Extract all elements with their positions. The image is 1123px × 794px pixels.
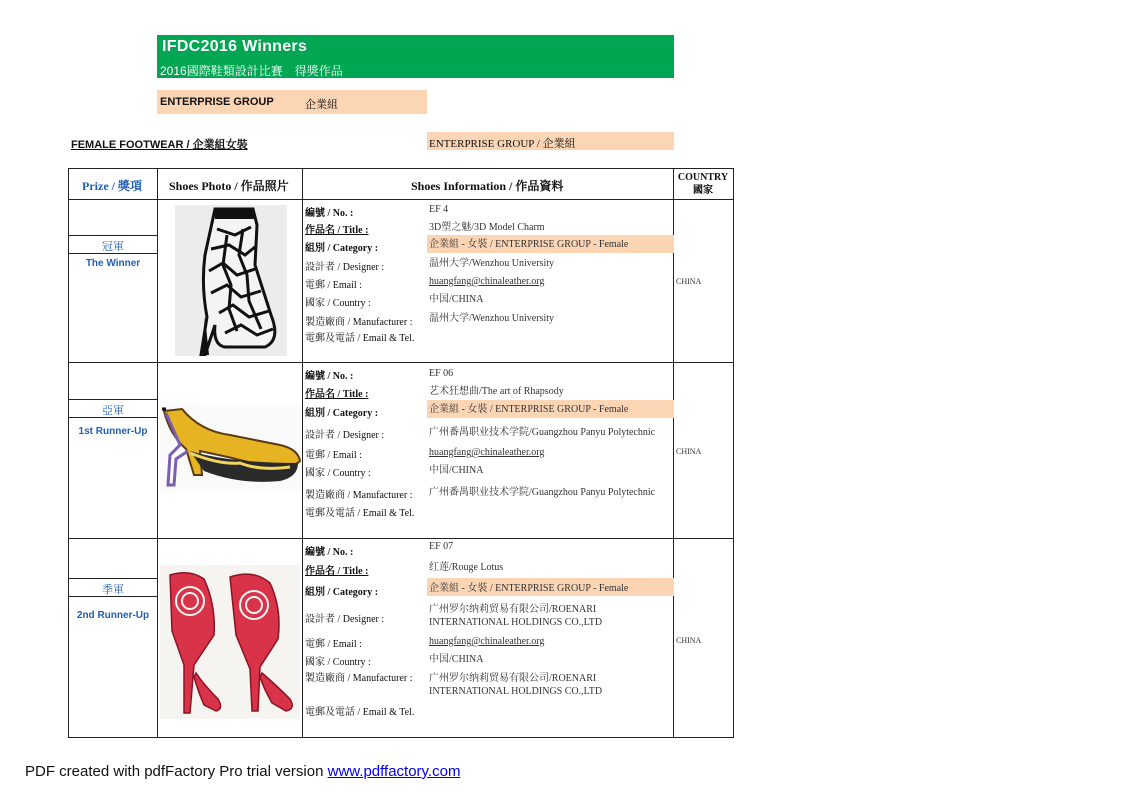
row-divider — [68, 538, 733, 539]
label-no: 編號 / No. : — [305, 547, 354, 558]
label-category: 組別 / Category : — [305, 587, 379, 598]
country-cell: CHINA — [676, 636, 702, 645]
value-category: 企業組 - 女裝 / ENTERPRISE GROUP - Female — [429, 583, 629, 594]
section-group-tag — [427, 132, 674, 150]
row-divider — [68, 199, 733, 200]
sandal-icon — [160, 565, 300, 719]
value-email[interactable]: huangfang@chinaleather.org — [429, 447, 545, 458]
country-cell: CHINA — [676, 447, 702, 456]
label-country: 國家 / Country : — [305, 657, 371, 668]
column-divider — [302, 168, 303, 737]
value-no: EF 07 — [429, 541, 454, 552]
value-manufacturer: 广州番禺职业技术学院/Guangzhou Panyu Polytechnic — [429, 487, 656, 498]
label-designer: 設計者 / Designer : — [305, 262, 385, 273]
header-prize: Prize / 獎項 — [82, 179, 142, 193]
prize-cn: 冠軍 — [102, 241, 124, 253]
prize-cell-winner — [69, 235, 157, 254]
value-category: 企業組 - 女裝 / ENTERPRISE GROUP - Female — [429, 239, 629, 250]
shoe-photo-1st-runner-up — [160, 405, 302, 491]
label-designer: 設計者 / Designer : — [305, 430, 385, 441]
label-designer: 設計者 / Designer : — [305, 614, 385, 625]
label-title: 作品名 / Title : — [305, 389, 369, 400]
label-title: 作品名 / Title : — [305, 566, 369, 577]
label-manufacturer: 製造廠商 / Manufacturer : — [305, 673, 413, 684]
label-country: 國家 / Country : — [305, 468, 371, 479]
label-manufacturer: 製造廠商 / Manufacturer : — [305, 317, 413, 328]
country-cell: CHINA — [676, 277, 702, 286]
value-country: 中国/CHINA — [429, 294, 484, 305]
label-contact: 電郵及電話 / Email & Tel. — [305, 707, 415, 718]
value-title: 3D塑之魅/3D Model Charm — [429, 222, 545, 233]
label-contact: 電郵及電話 / Email & Tel. — [305, 333, 415, 344]
header-country-en: COUNTRY — [677, 172, 729, 183]
label-no: 編號 / No. : — [305, 208, 354, 219]
label-title: 作品名 / Title : — [305, 225, 369, 236]
group-label-box — [157, 90, 427, 114]
page-subtitle: 2016國際鞋類設計比賽 得獎作品 — [160, 64, 343, 78]
group-label-en: ENTERPRISE GROUP — [160, 96, 274, 108]
label-email: 電郵 / Email : — [305, 450, 362, 461]
header-country — [674, 171, 732, 197]
label-country: 國家 / Country : — [305, 298, 371, 309]
value-category: 企業組 - 女裝 / ENTERPRISE GROUP - Female — [429, 404, 629, 415]
prize-en: The Winner — [85, 258, 141, 269]
value-no: EF 4 — [429, 204, 449, 215]
prize-en: 1st Runner-Up — [78, 426, 148, 437]
title-banner — [157, 35, 674, 78]
prize-cell-1st-runner-up — [69, 399, 157, 418]
label-category: 組別 / Category : — [305, 408, 379, 419]
value-title: 艺术狂想曲/The art of Rhapsody — [429, 386, 564, 397]
value-email[interactable]: huangfang@chinaleather.org — [429, 276, 545, 287]
boot-icon — [175, 205, 287, 356]
group-label-cn: 企業組 — [305, 99, 338, 111]
value-designer: 广州番禺职业技术学院/Guangzhou Panyu Polytechnic — [429, 427, 656, 438]
prize-cell-2nd-runner-up — [69, 578, 157, 597]
label-manufacturer: 製造廠商 / Manufacturer : — [305, 490, 413, 501]
shoe-photo-2nd-runner-up — [160, 565, 300, 719]
value-designer: 温州大学/Wenzhou University — [429, 258, 555, 269]
header-photo: Shoes Photo / 作品照片 — [169, 179, 289, 193]
section-title: FEMALE FOOTWEAR / 企業組女裝 — [71, 139, 248, 151]
label-category: 組別 / Category : — [305, 243, 379, 254]
label-email: 電郵 / Email : — [305, 639, 362, 650]
value-manufacturer-line2: INTERNATIONAL HOLDINGS CO.,LTD — [429, 686, 603, 697]
value-manufacturer: 温州大学/Wenzhou University — [429, 313, 555, 324]
header-country-cn: 國家 — [693, 185, 713, 196]
prize-en: 2nd Runner-Up — [76, 610, 150, 621]
column-divider — [673, 168, 674, 737]
column-divider — [157, 168, 158, 737]
prize-cn: 亞軍 — [102, 405, 124, 417]
footer-link[interactable]: www.pdffactory.com — [327, 763, 461, 780]
value-country: 中国/CHINA — [429, 465, 484, 476]
row-divider — [68, 362, 733, 363]
section-group-text: ENTERPRISE GROUP / 企業組 — [429, 138, 576, 150]
header-info: Shoes Information / 作品資料 — [411, 179, 564, 193]
label-contact: 電郵及電話 / Email & Tel. — [305, 508, 415, 519]
value-manufacturer-line1: 广州罗尔纳莉贸易有限公司/ROENARI — [429, 673, 597, 684]
value-designer-line1: 广州罗尔纳莉贸易有限公司/ROENARI — [429, 604, 597, 615]
value-country: 中国/CHINA — [429, 654, 484, 665]
label-no: 編號 / No. : — [305, 371, 354, 382]
page-title: IFDC2016 Winners — [162, 38, 308, 55]
value-designer-line2: INTERNATIONAL HOLDINGS CO.,LTD — [429, 617, 603, 628]
shoe-photo-winner — [175, 205, 287, 356]
value-title: 红莲/Rouge Lotus — [429, 562, 504, 573]
heel-shoe-icon — [160, 405, 302, 491]
pdf-footer — [25, 763, 460, 780]
value-designer — [429, 603, 602, 629]
value-manufacturer — [429, 672, 602, 698]
label-email: 電郵 / Email : — [305, 280, 362, 291]
prize-cn: 季軍 — [102, 584, 124, 596]
value-email[interactable]: huangfang@chinaleather.org — [429, 636, 545, 647]
footer-text: PDF created with pdfFactory Pro trial version — [25, 763, 328, 780]
value-no: EF 06 — [429, 368, 454, 379]
